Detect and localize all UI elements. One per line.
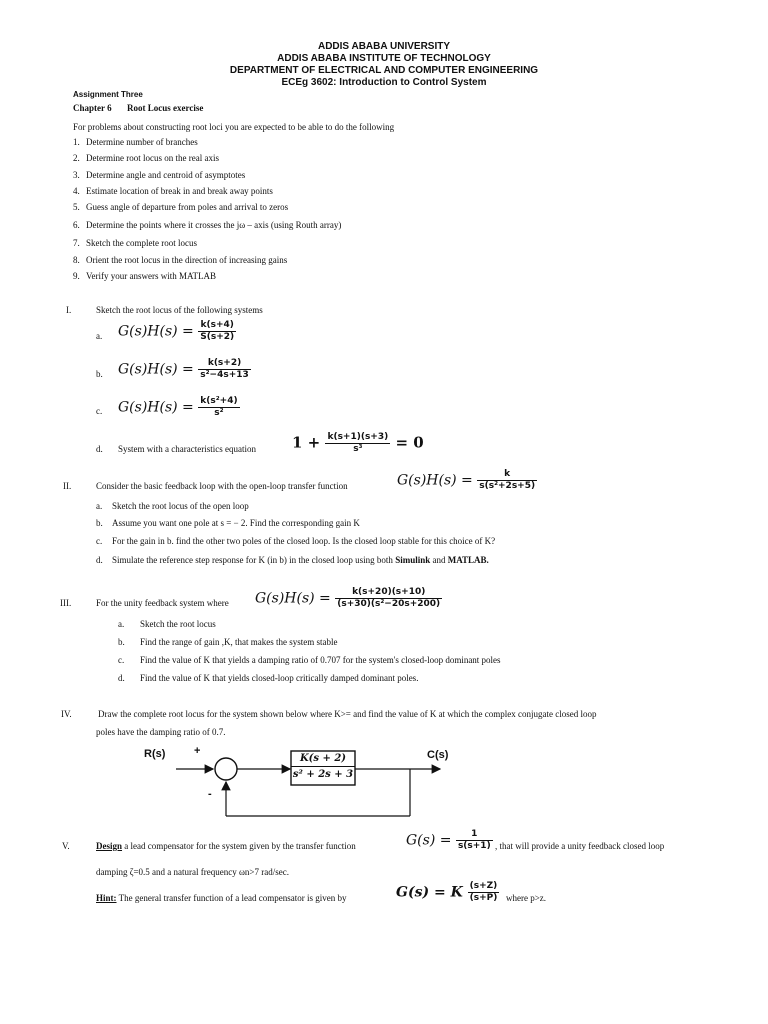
item-text: Find the value of K that yields a damping ratio of 0.707 for the system's closed-loop dominant poles bbox=[140, 655, 501, 665]
item-label: b. bbox=[96, 369, 103, 379]
plus-sign: + bbox=[194, 745, 201, 757]
item-label: b. bbox=[118, 637, 125, 647]
block-diagram bbox=[140, 745, 480, 827]
output-label: C(s) bbox=[427, 749, 449, 761]
hint-equation: G(s) = K $\frac{(s+Z)}{(s+P)}$ bbox=[396, 881, 498, 903]
question-number: II. bbox=[63, 481, 72, 491]
assignment-title: Assignment Three bbox=[73, 90, 143, 99]
intro-text: For problems about constructing root loci you are expected to be able to do the following bbox=[73, 122, 395, 132]
steps-list bbox=[73, 137, 341, 287]
question-text: Design a lead compensator for the system given by the transfer function bbox=[96, 841, 356, 851]
item-text: For the gain in b. find the other two poles of the closed loop. Is the closed loop stable for this choice of K? bbox=[112, 536, 496, 546]
list-item: 9. Verify your answers with MATLAB bbox=[73, 271, 216, 282]
hint-condition: where p>z. bbox=[506, 893, 547, 903]
list-item: 1. Determine number of branches bbox=[73, 137, 198, 147]
institute-name: ADDIS ABABA INSTITUTE OF TECHNOLOGY bbox=[277, 53, 491, 64]
item-text: Assume you want one pole at s = − 2. Find the corresponding gain K bbox=[112, 518, 360, 528]
hint-text: Hint: The general transfer function of a lead compensator is given by bbox=[96, 893, 347, 903]
item-text: Find the value of K that yields closed-loop critically damped dominant poles. bbox=[140, 673, 419, 683]
equation: G(s)H(s) = $\frac{k}{\text{s(s²+2s+5)}}$ bbox=[397, 469, 536, 491]
item-text: Sketch the root locus bbox=[140, 619, 216, 629]
question-text: Draw the complete root locus for the system shown below where K>= and find the value of K at which the complex conjugate closed loop bbox=[98, 709, 597, 719]
equation: G(s)H(s) = $\frac{k(s+4)}{S(s+2)}$ bbox=[118, 320, 235, 342]
chapter-label: Chapter 6 bbox=[73, 103, 112, 113]
question-text: For the unity feedback system where bbox=[96, 598, 229, 608]
item-label: d. bbox=[118, 673, 125, 683]
course-title: ECEg 3602: Introduction to Control System bbox=[281, 77, 487, 88]
question-text-cont: , that will provide a unity feedback closed loop bbox=[495, 841, 665, 851]
list-item: 2. Determine root locus on the real axis bbox=[73, 153, 219, 164]
item-label: a. bbox=[118, 619, 125, 629]
question-text: Consider the basic feedback loop with the open-loop transfer function bbox=[96, 481, 348, 491]
item-label: c. bbox=[118, 655, 125, 665]
question-text-line2: damping ζ=0.5 and a natural frequency ωn>7 rad/sec. bbox=[96, 867, 289, 877]
item-label: a. bbox=[96, 331, 103, 341]
question-number: IV. bbox=[61, 709, 72, 719]
item-label: b. bbox=[96, 518, 103, 528]
question-number: I. bbox=[66, 305, 72, 315]
question-number: V. bbox=[62, 841, 70, 851]
list-item: 8. Orient the root locus in the direction of increasing gains bbox=[73, 254, 288, 265]
characteristic-equation: 1 + $\frac{k(s+1)(s+3)}{\text{s³}}$ = 0 bbox=[292, 432, 424, 454]
item-label: d. bbox=[96, 444, 103, 454]
question-number: III. bbox=[60, 598, 72, 608]
university-name: ADDIS ABABA UNIVERSITY bbox=[317, 41, 451, 52]
item-text: Sketch the root locus of the open loop bbox=[112, 501, 249, 511]
equation: G(s)H(s) = $\frac{k(s+2)}{\text{s²−4s+13}}$ bbox=[118, 358, 249, 380]
question-text-cont: poles have the damping ratio of 0.7. bbox=[96, 727, 226, 737]
item-text: System with a characteristics equation bbox=[118, 444, 256, 454]
list-item: 5. Guess angle of departure from poles and arrival to zeros bbox=[73, 202, 289, 213]
item-text: Find the range of gain ,K, that makes the system stable bbox=[140, 637, 338, 647]
input-label: R(s) bbox=[144, 748, 166, 760]
equation: G(s) = $\frac{1}{s(s+1)}$ bbox=[406, 829, 491, 851]
item-text: Simulate the reference step response for K (in b) in the closed loop using both Simulink and MATLAB. bbox=[112, 555, 489, 565]
equation: G(s)H(s) = $\frac{\text{k(s²+4)}}{\text{s²}}$ bbox=[118, 396, 238, 418]
item-label: c. bbox=[96, 536, 103, 546]
list-item: 3. Determine angle and centroid of asymptotes bbox=[73, 169, 246, 180]
minus-sign: - bbox=[208, 788, 212, 800]
list-item: 6. Determine the points where it crosses the jω – axis (using Routh array) bbox=[73, 220, 342, 231]
transfer-block: K(s + 2) s² + 2s + 3 bbox=[292, 753, 354, 780]
item-label: c. bbox=[96, 406, 103, 416]
item-label: d. bbox=[96, 555, 103, 565]
equation: G(s)H(s) = $\frac{k(s+20)(s+10)}{\text{(s+30)(s²−20s+200)}}$ bbox=[255, 587, 441, 609]
question-text: Sketch the root locus of the following systems bbox=[96, 305, 263, 315]
list-item: 7. Sketch the complete root locus bbox=[73, 238, 197, 249]
list-item: 4. Estimate location of break in and break away points bbox=[73, 185, 273, 196]
department-name: DEPARTMENT OF ELECTRICAL AND COMPUTER ENGINEERING bbox=[229, 65, 539, 76]
chapter-title: Root Locus exercise bbox=[127, 103, 204, 113]
item-label: a. bbox=[96, 501, 103, 511]
